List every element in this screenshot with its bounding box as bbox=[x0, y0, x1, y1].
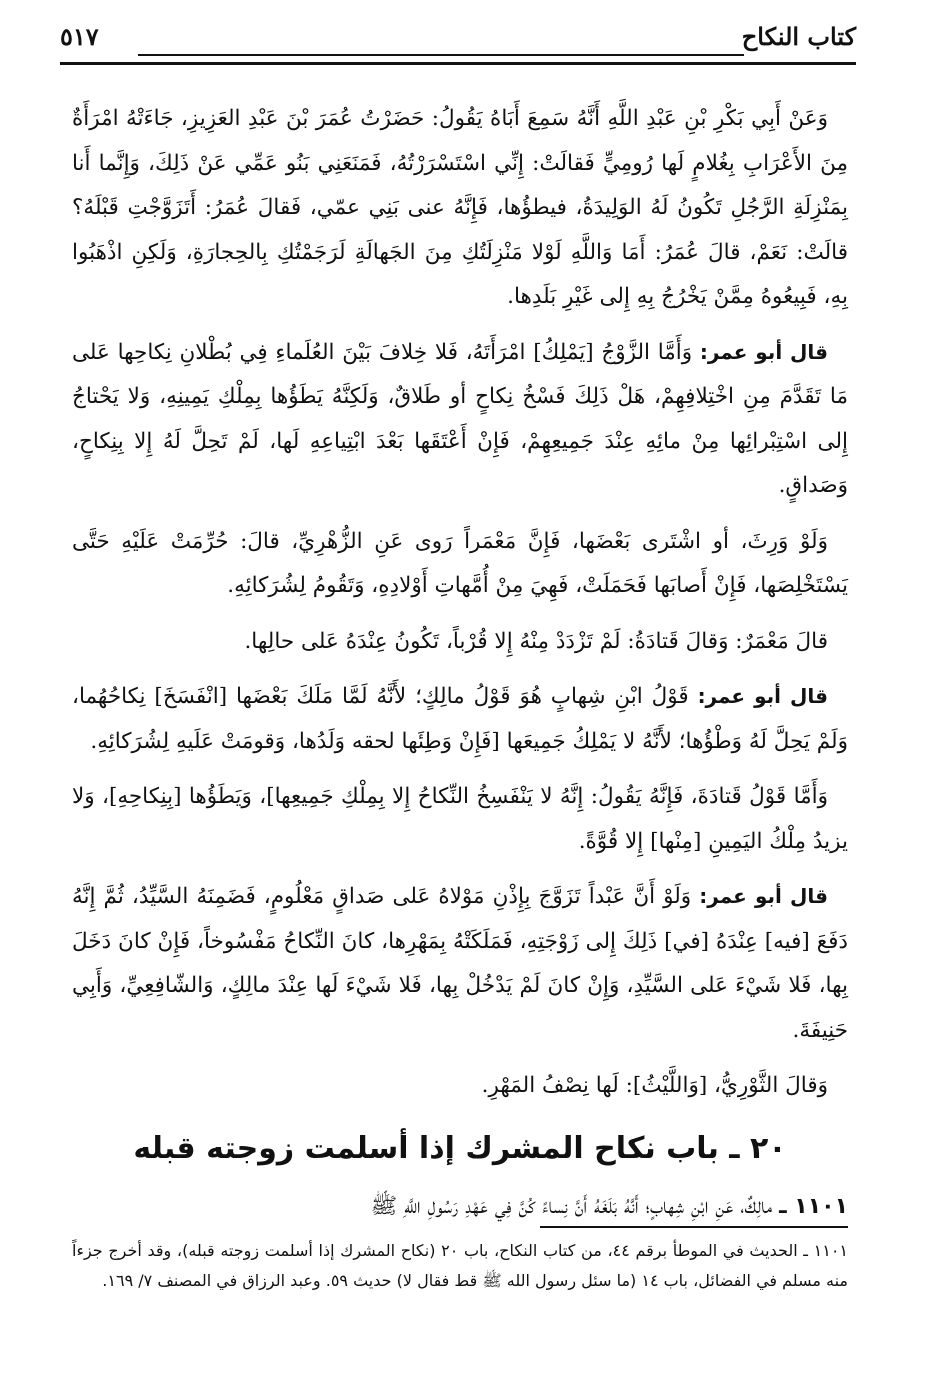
paragraph-text: وَعَنْ أَبِي بَكْرِ بْنِ عَبْدِ اللَّهِ أَنَّهُ سَمِعَ أَبَاهُ يَقُولُ: حَضَرْتُ عُمَرَ بْنَ عَبْدِ العَزِيزِ، جَاءَتْهُ امْرَأَةٌ مِنَ الأَعْرَابِ بِغُلامٍ لَها رُومِيٍّ فَقالَتْ: إِنِّي اسْتَسْرَرْتُهُ، فَمَنَعَنِي بَنُو عَمِّي عَنْ ذَلِكَ، وَإِنَّما أَنا بِمَنْزِلَةِ الرَّجُلِ تَكُونُ لَهُ الوَلِيدَةُ، فيطؤُها، فَإِنَّهُ عنى بَنِي عمّي، فَقالَ عُمَرُ: أَتَزَوَّجْتِ قَبْلَهُ؟ قالَتْ: نَعَمْ، قالَ عُمَرُ: أَمَا وَاللَّهِ لَوْلا مَنْزِلَتُكِ مِنَ الجَهالَةِ لَرَجَمْتُكِ بِالحِجارَةِ، وَلَكِنِ اذْهَبُوا بِهِ، فَبِيعُوهُ مِمَّنْ يَخْرُجُ بِهِ إِلى غَيْرِ بَلَدِها. bbox=[72, 106, 848, 309]
paragraph-text: وَلَوْ وَرِثَ، أو اشْتَرى بَعْضَها، فَإِنَّ مَعْمَراً رَوى عَنِ الزُّهْرِيِّ، قالَ: حُرِّمَتْ عَلَيْهِ حَتَّى يَسْتَخْلِصَها، فَإِنْ أَصابَها فَحَمَلَتْ، فَهِيَ مِنْ أُمَّهاتِ أَوْلادِهِ، وَتَقُومُ لِشُرَكائِهِ. bbox=[72, 528, 848, 598]
running-title: كتاب النكاح bbox=[741, 22, 856, 51]
chapter-heading: ٢٠ ـ باب نكاح المشرك إذا أسلمت زوجته قبله bbox=[133, 1130, 787, 1166]
hadith-entry bbox=[72, 1185, 848, 1230]
paragraph bbox=[72, 674, 848, 764]
paragraph bbox=[72, 519, 848, 609]
paragraph bbox=[72, 1063, 848, 1109]
paragraph-text: وَقالَ الثَّوْرِيُّ، [وَاللَّيْثُ]: لَها نِصْفُ المَهْرِ. bbox=[481, 1073, 828, 1098]
hadith-number: ١١٠١ ـ bbox=[779, 1194, 848, 1219]
header-divider bbox=[60, 62, 856, 65]
paragraph-text: وَأَمَّا الزَّوْجُ [يَمْلِكُ] امْرَأَتَهُ، فَلا خِلافَ بَيْنَ العُلَماءِ فِي بُطْلانِ نِكاحِها عَلى مَا تَقَدَّمَ مِنِ اخْتِلافِهِمْ، هَلْ ذَلِكَ فَسْخُ نِكاحٍ أو طَلاقٌ، وَلَكِنَّهُ يَطَؤُها بِمِلْكِ يَمِينِهِ، وَلا يَحْتاجُ إِلى اسْتِبْرائِها مِنْ مائِهِ عِنْدَ جَمِيعِهِمْ، فَإِنْ أَعْتَقَها بَعْدَ ابْتِياعِهِ لَها، لَمْ تَحِلَّ لَهُ إِلا بِنِكاحٍ، وَصَداقٍ. bbox=[72, 339, 848, 498]
page-number: ٥١٧ bbox=[60, 22, 99, 51]
header-divider-thin bbox=[138, 54, 744, 56]
paragraph-text: قَوْلُ ابْنِ شِهابٍ هُوَ قَوْلُ مالِكٍ؛ لأَنَّهُ لَمَّا مَلَكَ بَعْضَها [انْفَسَخَ] نِكاحُهُما، وَلَمْ يَحِلَّ لَهُ وَطْؤُها؛ لأَنَّهُ لا يَمْلِكُ جَمِيعَها [فَإِنْ وَطِئَها لحقه وَلَدُها، وَقومَتْ عَلَيهِ لِشُرَكائِهِ. bbox=[72, 684, 848, 754]
page-header bbox=[60, 22, 856, 72]
paragraph bbox=[72, 619, 848, 665]
paragraph bbox=[72, 774, 848, 864]
paragraph-speaker: قال أبو عمر: bbox=[697, 684, 828, 708]
paragraph-speaker: قال أبو عمر: bbox=[699, 884, 828, 908]
footnote: ١١٠١ ـ الحديث في الموطأ برقم ٤٤، من كتاب النكاح، باب ٢٠ (نكاح المشرك إذا أسلمت زوجته قبله)، وقد أخرج جزءاً منه مسلم في الفضائل، باب ١٤ (ما سئل رسول الله ﷺ قط فقال لا) حديث ٥٩. وعبد الرزاق في المصنف ٧/ ١٦٩. bbox=[72, 1241, 849, 1290]
paragraph-text: وَأَمَّا قَوْلُ قَتادَةَ، فَإِنَّهُ يَقُولُ: إِنَّهُ لا يَنْفَسِخُ النِّكاحُ إِلا بِمِلْكِ جَمِيعِها]، وَيَطَؤُها [بِنِكاحِهِ]، وَلا يزيدُ مِلْكُ اليَمِينِ [مِنْها] إِلا قُوَّةً. bbox=[72, 784, 848, 854]
paragraph-text: وَلَوْ أَنَّ عَبْداً تَزَوَّجَ بِإِذْنِ مَوْلاهُ عَلى صَداقٍ مَعْلُومٍ، فَضَمِنَهُ السَّيِّدُ، ثُمَّ إِنَّهُ دَفَعَ [فيه] عِنْدَهُ [في] ذَلِكَ إِلى زَوْجَتِهِ، فَمَلَكَتْهُ بِمَهْرِها، كانَ النِّكاحُ مَفْسُوخاً، فَإِنْ كانَ دَخَلَ بِها، فَلا شَيْءَ عَلى السَّيِّدِ، وَإِنْ كانَ لَمْ يَدْخُلْ بِها، فَلا شَيْءَ لَها عِنْدَ مالِكٍ، وَالشّافِعِيِّ، وَأَبِي حَنِيفَةَ. bbox=[72, 884, 848, 1043]
paragraph-speaker: قال أبو عمر: bbox=[699, 339, 828, 364]
paragraph-text: قالَ مَعْمَرٌ: وَقالَ قَتادَةُ: لَمْ تَزْدَدْ مِنْهُ إِلا قُرْباً، تَكُونُ عِنْدَهُ عَلى حالِها. bbox=[244, 628, 828, 654]
paragraph bbox=[72, 874, 848, 1053]
hadith-text: مالِكٌ، عَنِ ابْنِ شِهابٍ؛ أَنَّهُ بَلَغَهُ أَنَّ نِساءً كُنَّ فِي عَهْدِ رَسُولِ اللَّهِ ﷺ bbox=[370, 1194, 773, 1219]
paragraph bbox=[72, 330, 848, 509]
main-text bbox=[72, 96, 848, 1230]
paragraph bbox=[72, 96, 848, 320]
footnote-divider bbox=[540, 1226, 848, 1228]
